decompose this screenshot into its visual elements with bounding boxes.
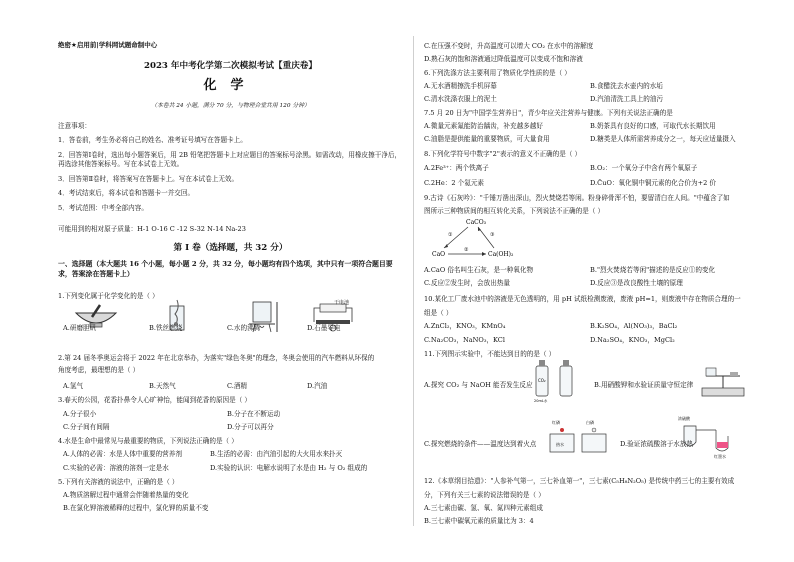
q3-option-d[interactable]: D.分子可以再分 — [227, 423, 274, 431]
q3-stem: 3.春天的公园，花香扑鼻令人心旷神怡，能闻到花香的原因是（ ） — [58, 396, 252, 404]
q7-option-b[interactable]: B.奶茶具有良好的口感，可取代水长期饮用 — [590, 122, 716, 130]
q1-option-c[interactable]: C.水的沸腾 — [227, 324, 261, 332]
q7-stem: 7.5 月 20 日为"中国学生营养日"，青少年应关注营养与健康。下列有关说法正确的是 — [424, 109, 673, 117]
atomic-masses: 可能用到的相对原子质量：H-1 O-16 C -12 S-32 N-14 Na-23 — [58, 225, 246, 233]
q12-option-b[interactable]: B.三七素中碳氧元素的质量比为 3：4 — [424, 517, 534, 525]
q2-option-a[interactable]: A.氢气 — [63, 382, 84, 390]
q3-option-b[interactable]: B.分子在不断运动 — [227, 410, 281, 418]
q2-option-b[interactable]: B.天然气 — [149, 382, 176, 390]
q2-option-d[interactable]: D.汽油 — [307, 382, 328, 390]
note-item: 4．考试结束后，将本试卷和答题卡一并交回。 — [58, 189, 195, 198]
arrow-label-1: ① — [448, 232, 453, 238]
exam-title: 2023 年中考化学第二次模拟考试【重庆卷】 — [143, 61, 317, 71]
arrow-label-3: ③ — [490, 232, 495, 238]
q6-stem: 6.下列洗涤方法主要利用了物质化学性质的是（ ） — [424, 69, 571, 77]
q3-option-a[interactable]: A.分子很小 — [63, 410, 97, 418]
battery-label: 干电池 — [334, 300, 350, 306]
q1-option-b[interactable]: B.铁丝燃烧 — [149, 324, 183, 332]
q2-stem-1: 2.第 24 届冬季奥运会将于 2022 年在北京举办，为落实"绿色冬奥"的理念，冬奥会使用的汽车燃料从环保的 — [58, 354, 375, 362]
q4-option-a[interactable]: A.人体的必需：水是人体中重要的营养剂 — [63, 450, 182, 458]
q6-option-d[interactable]: D.汽油清洗工具上的油污 — [590, 95, 664, 103]
node-cao: CaO — [432, 251, 446, 258]
acid-label: 浓硫酸 — [678, 416, 690, 421]
q8-option-c[interactable]: C.2He：2 个氦元素 — [424, 179, 485, 187]
hot-water-label: 热水 — [556, 442, 564, 447]
q12-stem-1: 12.《本草纲目拾遗》："人参补气第一，三七补血第一"，三七素(C₅H₈N₂O₅) 是传统中药三七的主要有效成 — [424, 477, 735, 485]
part1-title: 第 I 卷（选择题，共 32 分） — [173, 243, 288, 253]
q11-stem: 11.下列图示实验中，不能达到目的的是（ ） — [424, 350, 556, 358]
q3-option-c[interactable]: C.分子间有间隔 — [63, 423, 110, 431]
q7-option-d[interactable]: D.糖类是人体所需营养成分之一，每天应适量摄入 — [590, 135, 736, 143]
q6-option-b[interactable]: B.食醋洗去水壶内的水垢 — [590, 82, 663, 90]
q4-option-c[interactable]: C.实验的必需：溶液的溶剂一定是水 — [63, 464, 169, 472]
q1-stem: 1.下列变化属于化学变化的是（ ） — [58, 292, 159, 300]
co2-bottles-image — [532, 358, 578, 404]
q9-option-c[interactable]: C.反应②发生时，会放出热量 — [424, 279, 511, 287]
node-caoh2: Ca(OH)₂ — [488, 251, 514, 258]
q11-option-a[interactable]: A.探究 CO₂ 与 NaOH 能否发生反应 — [424, 381, 533, 389]
q12-option-a[interactable]: A.三七素由碳、氢、氧、氮四种元素组成 — [424, 504, 543, 512]
subject-title: 化学 — [203, 78, 258, 93]
conversion-diagram — [430, 216, 520, 260]
q10-stem-1: 10.某化工厂废水池中的溶液是无色透明的，用 pH 试纸检测废液，废液 pH=1，则废液中存在物质合理的一 — [424, 295, 741, 303]
q7-option-a[interactable]: A.微量元素氟能防治龋齿，补充越多越好 — [424, 122, 543, 130]
q4-option-d[interactable]: D.实验的认识：电解水说明了水是由 H₂ 与 O₂ 组成的 — [210, 464, 368, 472]
q1-option-a[interactable]: A.研磨胆矾 — [63, 324, 97, 332]
secret-label: 绝密★启用前|学科网试题命制中心 — [58, 41, 158, 49]
balance-image — [700, 362, 746, 400]
co2-label: CO₂ — [538, 378, 546, 383]
node-caco3: CaCO₃ — [466, 219, 487, 226]
white-phosphorus-label: 白磷 — [586, 420, 594, 425]
q2-option-c[interactable]: C.酒精 — [227, 382, 248, 390]
q5-option-c[interactable]: C.在压强不变时，升高温度可以增大 CO₂ 在水中的溶解度 — [424, 42, 594, 50]
q5-stem: 5.下列有关溶液的说法中，正确的是（ ） — [58, 478, 179, 486]
q12-stem-2: 分，下列有关三七素的说法错误的是（ ） — [424, 491, 545, 499]
q9-option-d[interactable]: D.反应③是改良酸性土壤的原理 — [590, 279, 683, 287]
q1-option-d[interactable]: D.石墨导电 — [307, 324, 341, 332]
q2-stem-2: 角度考虑，最理想的是（ ） — [58, 366, 140, 374]
q10-stem-2: 组是（ ） — [424, 309, 453, 317]
note-item: 1．答卷前，考生务必将自己的姓名、准考证号填写在答题卡上。 — [58, 136, 247, 144]
q9-option-b[interactable]: B."烈火焚烧若等闲"描述的是反应①的变化 — [590, 266, 716, 274]
combustion-image — [548, 416, 610, 456]
arrow-label-2: ② — [464, 247, 469, 253]
q5-option-b[interactable]: B.在氯化钾溶液稀释的过程中，氯化钾的质量不变 — [63, 504, 209, 512]
q5-option-d[interactable]: D.熟石灰的饱和溶液通过降低温度可以变成不饱和溶液 — [424, 55, 583, 63]
q4-option-b[interactable]: B.生活的必需：由汽油引起的大火用水来扑灭 — [210, 450, 343, 458]
q8-option-b[interactable]: B.O₂：一个氧分子中含有两个氧原子 — [590, 164, 698, 172]
q11-option-c[interactable]: C.探究燃烧的条件——温度达到着火点 — [424, 440, 537, 448]
q10-option-c[interactable]: C.Na₂CO₃，NaNO₃，KCl — [424, 336, 505, 344]
notes-list — [58, 136, 403, 218]
q8-option-a[interactable]: A.2Fe³⁺：两个铁离子 — [424, 164, 489, 172]
q10-option-d[interactable]: D.Na₂SO₄，KNO₃，MgCl₂ — [590, 336, 675, 344]
column-divider — [413, 36, 414, 526]
q5-option-a[interactable]: A.物质溶解过程中通常会伴随着热量的变化 — [63, 491, 189, 499]
q10-option-a[interactable]: A.ZnCl₂，KNO₃，KMnO₄ — [424, 322, 506, 330]
q9-option-a[interactable]: A.CaO 俗名叫生石灰，是一种氧化物 — [424, 266, 534, 274]
q9-stem-1: 9.古诗《石灰吟》："千锤万凿出深山，烈火焚烧若等闲。粉身碎骨浑不怕，要留清白在人间。"中蕴含了如 — [424, 194, 730, 202]
q6-option-a[interactable]: A.无水酒精擦洗手机屏幕 — [424, 82, 497, 90]
q7-option-c[interactable]: C.油脂是提供能量的重要物质，可大量食用 — [424, 135, 550, 143]
q11-option-b[interactable]: B.用硝酸钾和水验证质量守恒定律 — [594, 381, 694, 389]
red-ink-label: 红墨水 — [714, 454, 726, 459]
note-item: 3．回答第Ⅱ卷时，将答案写在答题卡上。写在本试卷上无效。 — [58, 174, 239, 183]
q11-option-d[interactable]: D.验证浓硫酸溶于水放热 — [620, 440, 694, 448]
q9-stem-2: 图所示三种物质间的相互转化关系，下列说法不正确的是（ ） — [424, 207, 605, 215]
red-phosphorus-label: 红磷 — [552, 420, 560, 425]
q8-option-d[interactable]: D.C̄uO：氧化铜中铜元素的化合价为+2 价 — [590, 179, 716, 187]
note-item: 2．回答第Ⅰ卷时，选出每小题答案后，用 2B 铅笔把答题卡上对应题目的答案标号涂黑。如需改动，用橡皮擦干净后，再选涂其他答案标号。写在本试卷上无效。 — [58, 150, 402, 169]
note-item: 5．考试范围：中考全部内容。 — [58, 203, 148, 212]
q8-stem: 8.下列化学符号中数字"2"表示的意义不正确的是（ ） — [424, 150, 582, 158]
q4-stem: 4.水是生命中最常见与最重要的物质，下列说法正确的是（ ） — [58, 437, 238, 445]
water-label: 20mL水 — [534, 399, 548, 403]
q6-option-c[interactable]: C.清水洗涤衣服上的泥土 — [424, 95, 497, 103]
exam-info: （本卷共 24 小题，满分 70 分，与物理合堂共用 120 分钟） — [151, 103, 310, 109]
q10-option-b[interactable]: B.K₂SO₄，Al(NO₃)₃，BaCl₂ — [590, 322, 678, 330]
notes-title: 注意事项： — [58, 122, 91, 130]
sulfuric-acid-image — [676, 412, 738, 460]
section-heading: 一、选择题（本大题共 16 个小题，每小题 2 分，共 32 分，每小题均有四个选项，其中只有一项符合题目要求，答案涂在答题卡上） — [58, 260, 393, 279]
